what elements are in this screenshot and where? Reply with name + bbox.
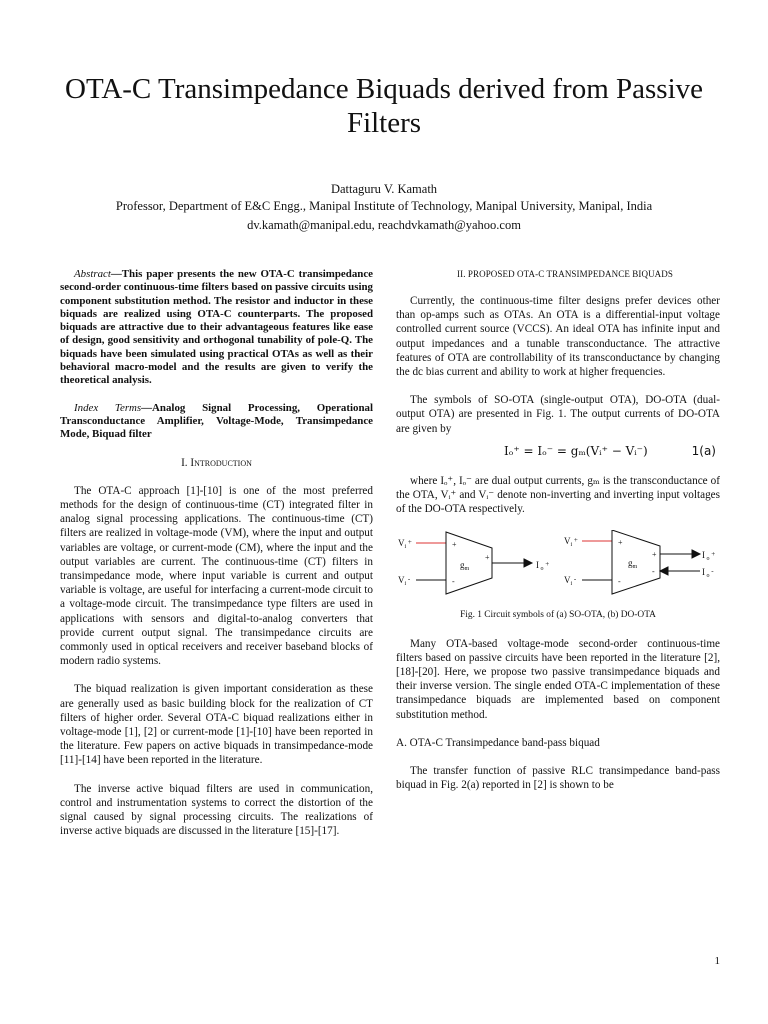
author-affiliation: Professor, Department of E&C Engg., Manipal Institute of Technology, Manipal University, Manipal, India <box>115 199 653 213</box>
index-terms <box>60 402 373 442</box>
figure-1-caption: Fig. 1 Circuit symbols of (a) SO-OTA, (b) DO-OTA <box>460 610 656 621</box>
paper-title: OTA-C Transimpedance Biquads derived from Passive Filters <box>65 73 703 139</box>
abstract-label: Abstract <box>74 268 111 280</box>
section-heading-introduction: I. Introduction <box>181 456 252 469</box>
equation-number: 1(a) <box>691 443 716 458</box>
abstract-text: —This paper presents the new OTA-C transimpedance second-order continuous-time filters based on passive circuits using component substitution method. The resistor and inductor in these biquads are realized using OTA-C counterparts. The proposed biquads are attractive due to their advantageous features like ease of design, good sensitivity and orthogonal tunability of pole-Q. The biquads have been simulated using practical OTAs as well as their behavioral macro-model and the results are given to verify the theoretical analysis. <box>60 268 373 387</box>
intro-paragraph-2: The biquad realization is given important consideration as these are generally used as basic building block for the realization of CT filters of higher order. Several OTA-C biquad realizations either in voltage-mode [1], [2] or current-mode [1]-[10] have been reported in the literature. Few papers on active biquads in transimpedance-mode [11]-[14] have been reported in the literature. <box>60 683 373 767</box>
do-ota-vi-minus-label: $V_i$ - <box>564 575 577 588</box>
abstract <box>60 268 373 388</box>
do-ota-io-minus-label: I $_o$ - <box>702 567 714 580</box>
so-ota-plus-input: + <box>452 540 457 550</box>
intro-paragraph-1: The OTA-C approach [1]-[10] is one of the most preferred methods for the design of continuous-time (CT) integrated filter in analog signal processing applications. The continuous-time (CT) filters are realized in voltage-mode (VM), where the input and output variables are voltage, or current-mode (CM), where the input and the output variables are current. The continuous-time (CT) filters in transimpedance mode, where input variable is current and output variable is voltage, are useful for interfacing a current-mode circuit to a voltage-mode circuit. The transimpedance type filters are used in applications with sensors and digital-to-analog converters that provide current output signal. The transimpedance circuits are commonly used in optical receivers and receiver baseband blocks of modern radio systems. <box>60 484 373 668</box>
do-ota-plus-input: + <box>618 538 623 548</box>
index-terms-text: —Analog Signal Processing, Operational Transconductance Amplifier, Voltage-Mode, Transimpedance Mode, Biquad filter <box>60 401 373 441</box>
subsection-heading-bandpass: A. OTA-C Transimpedance band-pass biquad <box>396 736 600 749</box>
ota-circuit-symbols <box>396 530 720 596</box>
author-email: dv.kamath@manipal.edu, reachdvkamath@yahoo.com <box>247 218 521 232</box>
proposed-paragraph-2: The symbols of SO-OTA (single-output OTA), DO-OTA (dual-output OTA) are presented in Fig. 1. The output currents of DO-OTA are given by <box>396 394 720 435</box>
left-column <box>60 268 373 852</box>
page-number: 1 <box>714 955 720 967</box>
equation-expression: Iₒ⁺ = Iₒ⁻ = gₘ(Vᵢ⁺ − Vᵢ⁻) <box>504 443 648 458</box>
so-ota-vi-plus-label: $V_i$ + <box>398 538 412 551</box>
so-ota-plus-output: + <box>485 553 490 563</box>
do-ota-vi-plus-label: $V_i$ + <box>564 536 578 549</box>
author-name: Dattaguru V. Kamath <box>330 182 438 196</box>
right-column <box>396 268 720 806</box>
section-heading-proposed: II. PROPOSED OTA-C TRANSIMPEDANCE BIQUADS <box>457 269 673 279</box>
index-terms-label: Index Terms <box>74 401 142 414</box>
author-block <box>60 181 708 234</box>
figure-1 <box>396 530 720 596</box>
subsection-paragraph: The transfer function of passive RLC transimpedance band-pass biquad in Fig. 2(a) reported in [2] is shown to be <box>396 765 720 792</box>
proposed-paragraph-1: Currently, the continuous-time filter designs prefer devices other than op-amps such as OTAs. An OTA is a differential-input voltage controlled current source (VCCS). An ideal OTA has infinite input and output impedances and a tunable transconductance. The attractive features of OTA are controllability of its transconductance by changing the dc bias current and ability to work at higher frequencies. <box>396 295 720 379</box>
where-paragraph: where Iₒ⁺, Iₒ⁻ are dual output currents, gₘ is the transconductance of the OTA, Vᵢ⁺ and Vᵢ⁻ denote non-inverting and inverting input voltages of the DO-OTA respectively. <box>396 474 720 516</box>
do-ota-minus-input: - <box>618 577 621 587</box>
intro-paragraph-3: The inverse active biquad filters are used in communication, control and instrumentation systems to correct the distortion of the signal caused by signal processing circuits. The realizations of inverse active biquads are discussed in the literature [15]-[17]. <box>60 782 373 838</box>
so-ota-io-label: I $_o$ + <box>536 560 550 573</box>
do-ota-gm-label: $g_m$ <box>628 558 638 571</box>
do-ota-io-plus-label: I $_o$ + <box>702 550 716 563</box>
after-figure-paragraph: Many OTA-based voltage-mode second-order continuous-time filters based on passive circuits have been reported in the literature [2], [18]-[20]. Here, we propose two passive transimpedance biquads and their inverse version. The single ended OTA-C implementation of these transimpedance biquads are implemented based on component substitution method. <box>396 637 720 721</box>
so-ota-gm-label: $g_m$ <box>460 560 470 573</box>
so-ota-vi-minus-label: $V_i$ - <box>398 575 411 588</box>
do-ota-plus-output: + <box>652 550 657 560</box>
so-ota-minus-input: - <box>452 577 455 587</box>
equation-1a <box>396 442 720 464</box>
do-ota-minus-output: - <box>652 567 655 577</box>
